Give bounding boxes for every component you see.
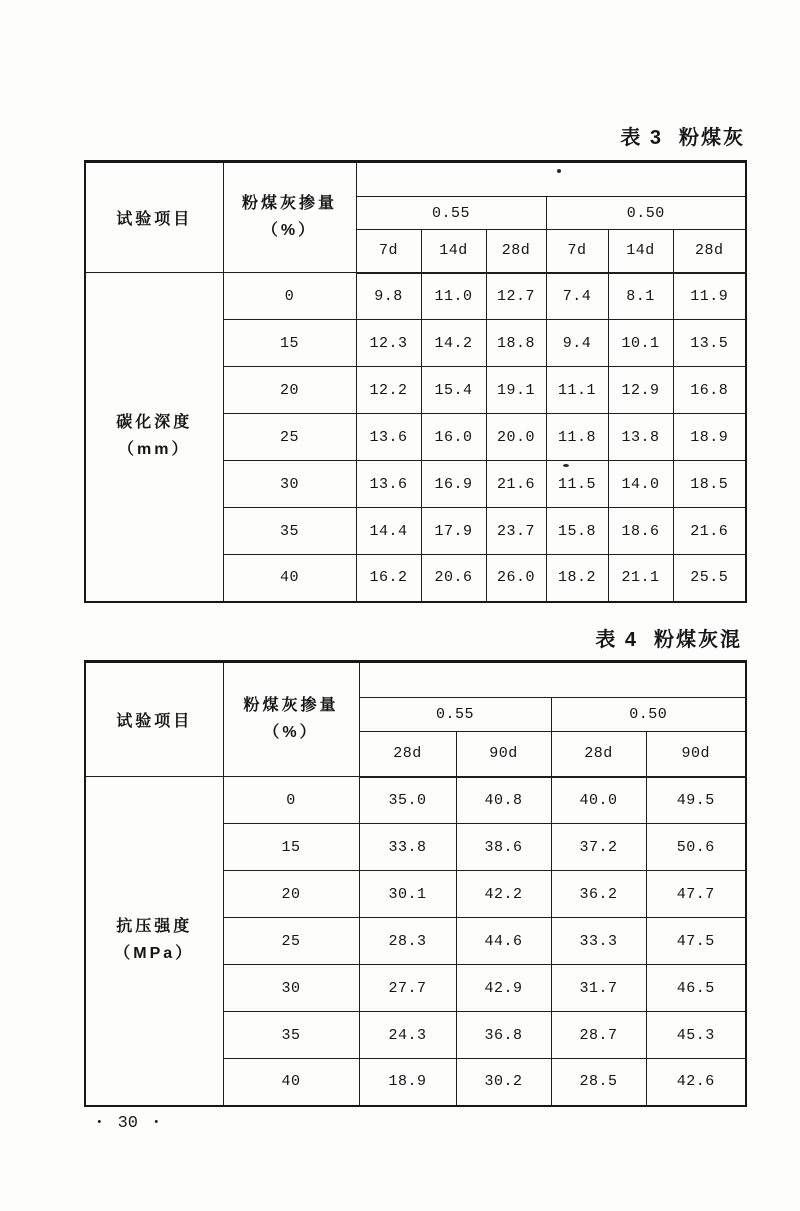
value-cell: 35.0	[359, 777, 456, 824]
day-header: 14d	[608, 230, 673, 273]
row-group-label-line1: 抗压强度	[116, 918, 193, 936]
value-cell: 25.5	[673, 555, 746, 602]
dosage-cell: 30	[223, 461, 356, 508]
table4-title-text: 粉煤灰混	[654, 629, 742, 651]
header-flyash-dosage-line2: （%）	[263, 724, 319, 741]
value-cell: 18.8	[486, 320, 546, 367]
header-flyash-dosage	[223, 662, 359, 777]
wc-ratio-group-055: 0.55	[359, 698, 551, 732]
dosage-cell: 0	[223, 273, 356, 320]
table-row	[85, 273, 746, 320]
value-cell: 17.9	[421, 508, 486, 555]
value-cell: 33.8	[359, 824, 456, 871]
value-cell: 27.7	[359, 965, 456, 1012]
wc-ratio-group-050: 0.50	[546, 197, 746, 230]
row-group-label-carbonation	[85, 273, 223, 602]
table3-title-text: 粉煤灰	[679, 127, 745, 149]
value-cell: 46.5	[646, 965, 746, 1012]
day-header: 90d	[456, 732, 551, 777]
value-cell: 11.0	[421, 273, 486, 320]
dosage-cell: 30	[223, 965, 359, 1012]
header-flyash-dosage-line1: 粉煤灰掺量	[241, 195, 337, 212]
dosage-cell: 25	[223, 918, 359, 965]
value-cell: 28.5	[551, 1059, 646, 1106]
value-cell: 12.2	[356, 367, 421, 414]
value-cell: 16.0	[421, 414, 486, 461]
row-group-label-line2: （mm）	[118, 441, 191, 459]
value-cell: 13.6	[356, 414, 421, 461]
page-number-value: 30	[117, 1114, 139, 1133]
ink-speck	[557, 169, 561, 173]
value-cell: 11.9	[673, 273, 746, 320]
dosage-cell: 40	[223, 555, 356, 602]
header-test-item: 试验项目	[85, 162, 223, 273]
row-group-label-line2: （MPa）	[114, 945, 195, 963]
value-cell: 18.2	[546, 555, 608, 602]
value-cell: 20.0	[486, 414, 546, 461]
value-cell: 7.4	[546, 273, 608, 320]
value-cell: 11.8	[546, 414, 608, 461]
value-cell: 23.7	[486, 508, 546, 555]
value-cell: 13.6	[356, 461, 421, 508]
table4-title	[595, 623, 742, 652]
dosage-cell: 15	[223, 824, 359, 871]
value-cell: 12.9	[608, 367, 673, 414]
table-header-row	[85, 162, 746, 197]
day-header: 7d	[356, 230, 421, 273]
value-cell: 21.1	[608, 555, 673, 602]
table3-title-number: 表 3	[620, 127, 663, 149]
value-cell: 16.2	[356, 555, 421, 602]
dosage-cell: 20	[223, 367, 356, 414]
header-flyash-dosage	[223, 162, 356, 273]
dosage-cell: 0	[223, 777, 359, 824]
value-cell: 45.3	[646, 1012, 746, 1059]
table-row	[85, 777, 746, 824]
value-cell: 18.6	[608, 508, 673, 555]
compressive-strength-table	[84, 660, 747, 1107]
header-empty-strip	[359, 662, 746, 698]
value-cell: 26.0	[486, 555, 546, 602]
dosage-cell: 25	[223, 414, 356, 461]
header-flyash-dosage-line1: 粉煤灰掺量	[243, 697, 339, 714]
day-header: 14d	[421, 230, 486, 273]
ink-speck	[563, 464, 569, 467]
value-cell: 37.2	[551, 824, 646, 871]
day-header: 28d	[551, 732, 646, 777]
page-number-bullet: •	[153, 1117, 160, 1129]
dosage-cell: 40	[223, 1059, 359, 1106]
value-cell: 47.5	[646, 918, 746, 965]
row-group-label-line1: 碳化深度	[116, 414, 193, 432]
value-cell: 38.6	[456, 824, 551, 871]
day-header: 28d	[486, 230, 546, 273]
value-cell: 13.5	[673, 320, 746, 367]
value-cell: 31.7	[551, 965, 646, 1012]
value-cell: 19.1	[486, 367, 546, 414]
value-cell: 33.3	[551, 918, 646, 965]
value-cell: 15.8	[546, 508, 608, 555]
header-test-item: 试验项目	[85, 662, 223, 777]
day-header: 90d	[646, 732, 746, 777]
dosage-cell: 15	[223, 320, 356, 367]
value-cell: 20.6	[421, 555, 486, 602]
value-cell: 36.8	[456, 1012, 551, 1059]
value-cell: 12.7	[486, 273, 546, 320]
wc-ratio-group-050: 0.50	[551, 698, 746, 732]
value-cell: 40.0	[551, 777, 646, 824]
value-cell: 10.1	[608, 320, 673, 367]
value-cell: 42.2	[456, 871, 551, 918]
value-cell: 36.2	[551, 871, 646, 918]
dosage-cell: 20	[223, 871, 359, 918]
row-group-label-strength	[85, 777, 223, 1106]
value-cell: 42.9	[456, 965, 551, 1012]
page-number-bullet: •	[96, 1117, 103, 1129]
dosage-cell: 35	[223, 508, 356, 555]
value-cell: 47.7	[646, 871, 746, 918]
value-cell: 16.9	[421, 461, 486, 508]
value-cell: 14.0	[608, 461, 673, 508]
value-cell: 12.3	[356, 320, 421, 367]
wc-ratio-group-055: 0.55	[356, 197, 546, 230]
value-cell: 9.4	[546, 320, 608, 367]
day-header: 28d	[359, 732, 456, 777]
value-cell: 13.8	[608, 414, 673, 461]
value-cell: 14.4	[356, 508, 421, 555]
value-cell: 8.1	[608, 273, 673, 320]
value-cell: 24.3	[359, 1012, 456, 1059]
value-cell: 21.6	[486, 461, 546, 508]
value-cell: 40.8	[456, 777, 551, 824]
carbonation-depth-table	[84, 160, 747, 603]
dosage-cell: 35	[223, 1012, 359, 1059]
value-cell: 30.2	[456, 1059, 551, 1106]
value-cell: 18.9	[359, 1059, 456, 1106]
page-number	[96, 1115, 160, 1132]
value-cell: 42.6	[646, 1059, 746, 1106]
value-cell: 18.9	[673, 414, 746, 461]
value-cell: 16.8	[673, 367, 746, 414]
header-empty-strip	[356, 162, 746, 197]
table4-title-number: 表 4	[595, 629, 638, 651]
value-cell: 44.6	[456, 918, 551, 965]
day-header: 7d	[546, 230, 608, 273]
value-cell: 28.7	[551, 1012, 646, 1059]
value-cell: 30.1	[359, 871, 456, 918]
value-cell: 15.4	[421, 367, 486, 414]
day-header: 28d	[673, 230, 746, 273]
value-cell: 50.6	[646, 824, 746, 871]
value-cell: 21.6	[673, 508, 746, 555]
value-cell: 9.8	[356, 273, 421, 320]
value-cell: 18.5	[673, 461, 746, 508]
value-cell: 49.5	[646, 777, 746, 824]
table3-title	[620, 121, 745, 150]
value-cell: 14.2	[421, 320, 486, 367]
value-cell: 11.5	[546, 461, 608, 508]
value-cell: 11.1	[546, 367, 608, 414]
table-header-row	[85, 662, 746, 698]
header-flyash-dosage-line2: （%）	[261, 222, 318, 239]
value-cell: 28.3	[359, 918, 456, 965]
